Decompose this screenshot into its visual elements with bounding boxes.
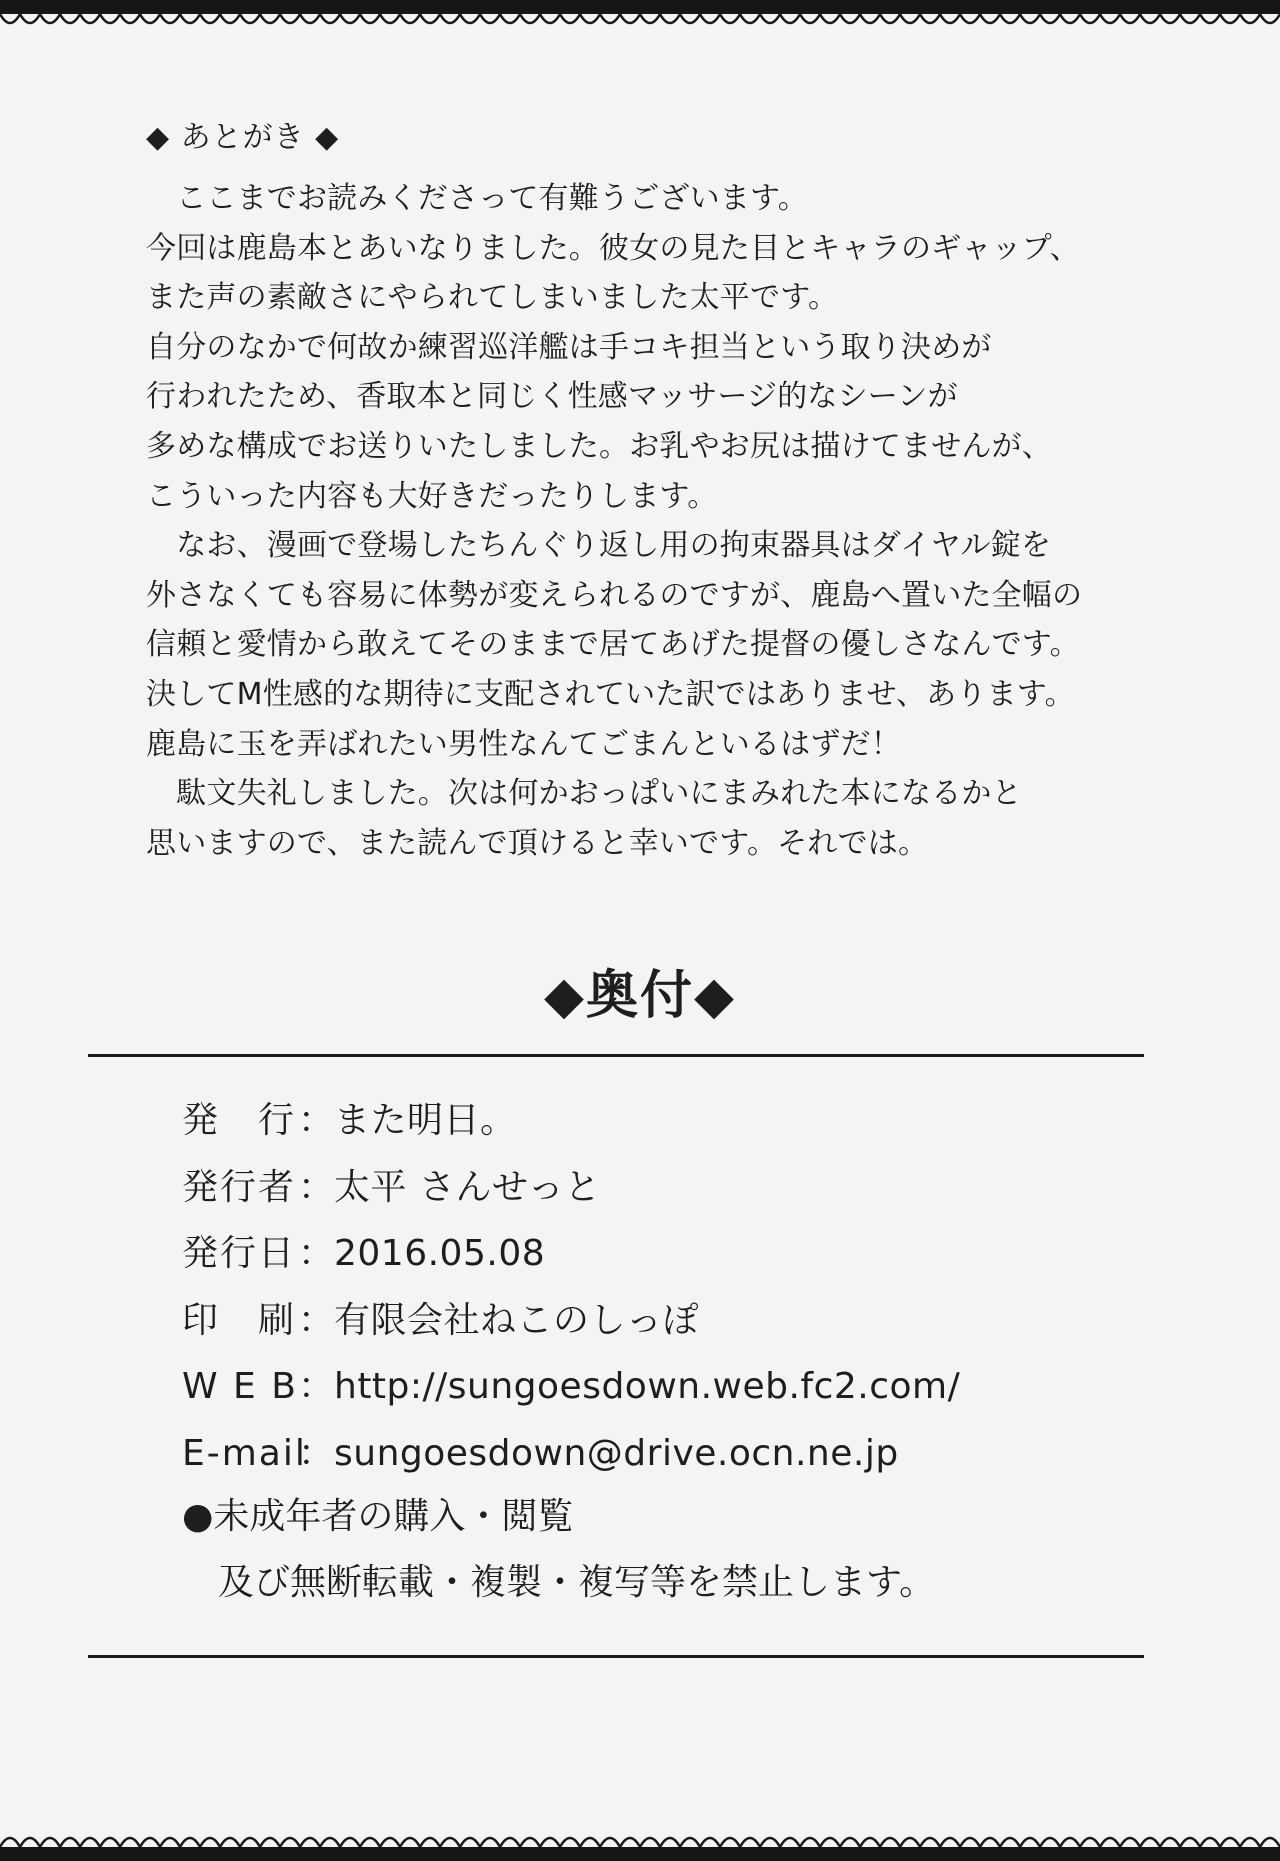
web-row bbox=[182, 1358, 1142, 1425]
author-row bbox=[182, 1159, 1142, 1226]
afterword-line: 思いますので、また読んで頂けると幸いです。それでは。 bbox=[146, 825, 929, 861]
notice-line-2: 及び無断転載・複製・複写等を禁止します。 bbox=[218, 1562, 936, 1603]
afterword-line: 決してM性感的な期待に支配されていた訳ではありませ、あります。 bbox=[146, 676, 1075, 712]
author-value: 太平 さんせっと bbox=[334, 1166, 601, 1208]
afterword-line: 外さなくても容易に体勢が変えられるのですが、鹿島へ置いた全幅の bbox=[146, 577, 1083, 613]
top-scallop-border bbox=[0, 12, 1280, 32]
date-value: 2016.05.08 bbox=[334, 1233, 546, 1274]
afterword-line: 鹿島に玉を弄ばれたい男性なんてごまんといるはずだ！ bbox=[146, 726, 901, 762]
separator: ： bbox=[298, 1366, 335, 1407]
separator: ： bbox=[298, 1166, 335, 1208]
afterword-line: 信頼と愛情から敢えてそのままで居てあげた提督の優しさなんです。 bbox=[146, 627, 1080, 663]
afterword-line: こういった内容も大好きだったりします。 bbox=[146, 478, 718, 514]
separator: ： bbox=[298, 1432, 335, 1474]
separator: ： bbox=[298, 1100, 335, 1141]
afterword-line: 駄文失礼しました。次は何かおっぱいにまみれた本になるかと bbox=[146, 776, 1022, 812]
author-label: 発行者 bbox=[182, 1166, 297, 1208]
bottom-border bbox=[0, 1847, 1280, 1861]
separator: ： bbox=[298, 1233, 335, 1274]
colophon-info bbox=[182, 1092, 1142, 1491]
afterword-title: ◆ あとがき ◆ bbox=[146, 120, 340, 155]
email-value: sungoesdown@drive.ocn.ne.jp bbox=[334, 1432, 899, 1474]
printer-row bbox=[182, 1292, 1142, 1359]
afterword-line: 行われたため、香取本と同じく性感マッサージ的なシーンが bbox=[146, 379, 958, 415]
bottom-scallop-border bbox=[0, 1829, 1280, 1849]
publisher-row bbox=[182, 1092, 1142, 1159]
date-label: 発行日 bbox=[182, 1233, 297, 1274]
date-row bbox=[182, 1225, 1142, 1292]
afterword-line: 多めな構成でお送りいたしました。お乳やお尻は描けてませんが、 bbox=[146, 428, 1052, 464]
email-label: E-mail bbox=[182, 1432, 307, 1474]
printer-label: 印 刷 bbox=[182, 1299, 297, 1341]
colophon-title: ◆奥付◆ bbox=[544, 966, 736, 1026]
publisher-value: また明日。 bbox=[334, 1100, 517, 1141]
web-url: http://sungoesdown.web.fc2.com/ bbox=[334, 1366, 961, 1407]
afterword-line: 自分のなかで何故か練習巡洋艦は手コキ担当という取り決めが bbox=[146, 329, 992, 365]
prohibition-notice bbox=[182, 1484, 935, 1616]
printer-value: 有限会社ねこのしっぽ bbox=[334, 1299, 700, 1341]
email-row bbox=[182, 1425, 1142, 1492]
publisher-label: 発 行 bbox=[182, 1100, 297, 1141]
afterword-line: なお、漫画で登場したちんぐり返し用の拘束器具はダイヤル錠を bbox=[146, 528, 1052, 564]
web-label: W E B bbox=[182, 1366, 298, 1407]
separator: ： bbox=[298, 1299, 335, 1341]
afterword-line: ここまでお読みくださって有難うございます。 bbox=[146, 181, 808, 216]
afterword-line: 今回は鹿島本とあいなりました。彼女の見た目とキャラのギャップ、 bbox=[146, 230, 1080, 266]
afterword-section bbox=[146, 116, 1156, 868]
notice-line-1: ●未成年者の購入・閲覧 bbox=[182, 1496, 574, 1537]
colophon-top-rule bbox=[88, 1054, 1144, 1057]
afterword-line: また声の素敵さにやられてしまいました太平です。 bbox=[146, 280, 839, 316]
colophon-bottom-rule bbox=[88, 1655, 1144, 1658]
